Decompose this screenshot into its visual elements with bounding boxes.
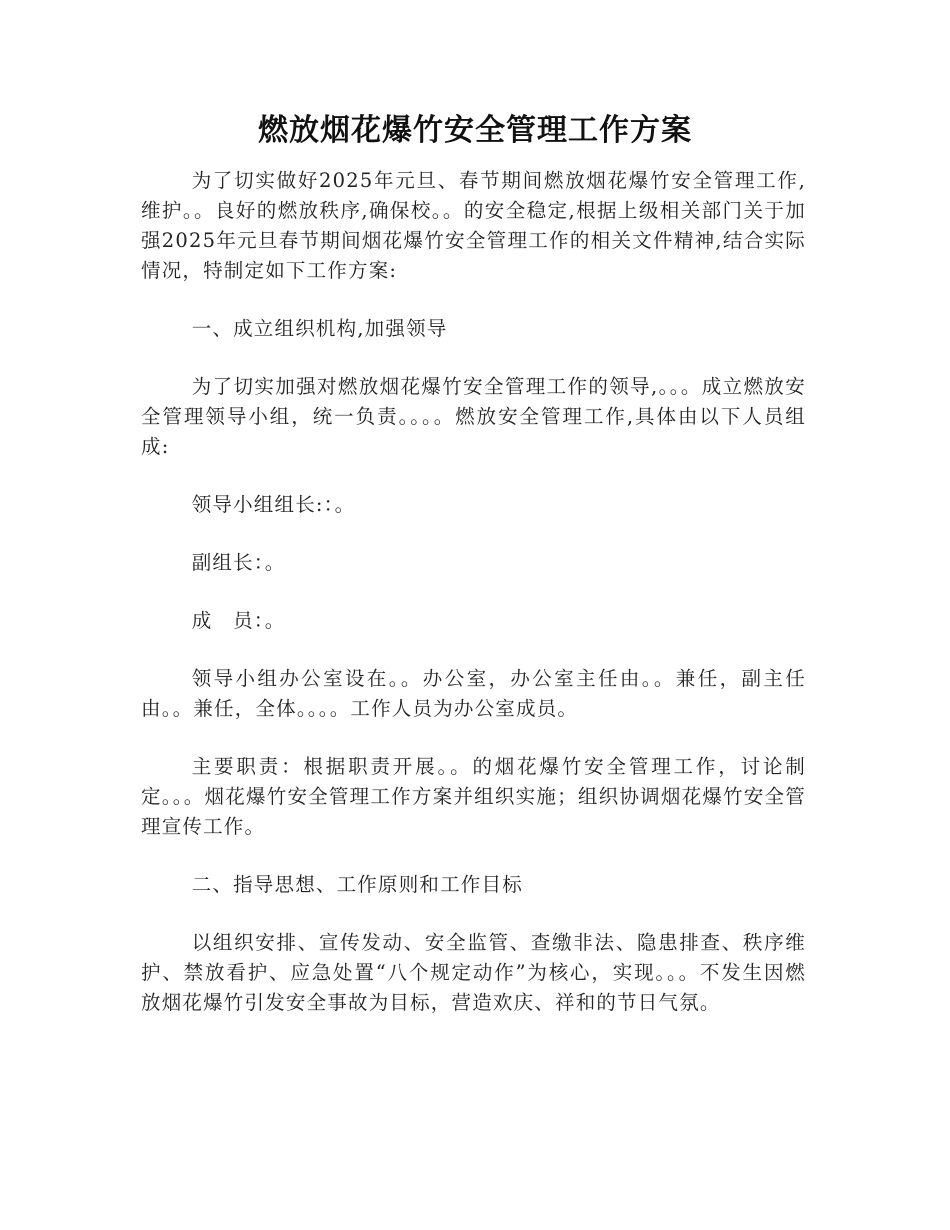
paragraph-intro: 为了切实做好2025年元旦、春节期间燃放烟花爆竹安全管理工作,维护。。良好的燃放秩序,确保校。。的安全稳定,根据上级相关部门关于加强2025年元旦春节期间烟花爆竹安全管理工作的相关文件精神,结合实际情况，特制定如下工作方案: (141, 169, 806, 282)
paragraph-office: 领导小组办公室设在。。办公室，办公室主任由。。兼任，副主任由。。兼任，全体。。。。工作人员为办公室成员。 (141, 667, 806, 720)
paragraph-principles: 以组织安排、宣传发动、安全监管、查缴非法、隐患排查、秩序维护、禁放看护、应急处置“八个规定动作”为核心，实现。。。不发生因燃放烟花爆竹引发安全事故为目标，营造欢庆、祥和的节日气氛。 (141, 931, 806, 1014)
paragraph-leadership: 为了切实加强对燃放烟花爆竹安全管理工作的领导,。。。成立燃放安全管理领导小组，统一负责。。。。燃放安全管理工作,具体由以下人员组成: (141, 375, 806, 458)
document-title: 燃放烟花爆竹安全管理工作方案 (258, 113, 692, 148)
paragraph-duties: 主要职责：根据职责开展。。的烟花爆竹安全管理工作，讨论制定。。。烟花爆竹安全管理工作方案并组织实施；组织协调烟花爆竹安全管理宣传工作。 (141, 755, 806, 838)
paragraph-members: 成 员：。 (191, 609, 286, 632)
paragraph-deputy-leader: 副组长：。 (191, 551, 286, 574)
section-heading-1: 一、成立组织机构,加强领导 (191, 317, 448, 340)
paragraph-leader: 领导小组组长:：。 (191, 493, 356, 516)
document-body (141, 166, 806, 1046)
section-heading-2: 二、指导思想、工作原则和工作目标 (191, 873, 523, 896)
